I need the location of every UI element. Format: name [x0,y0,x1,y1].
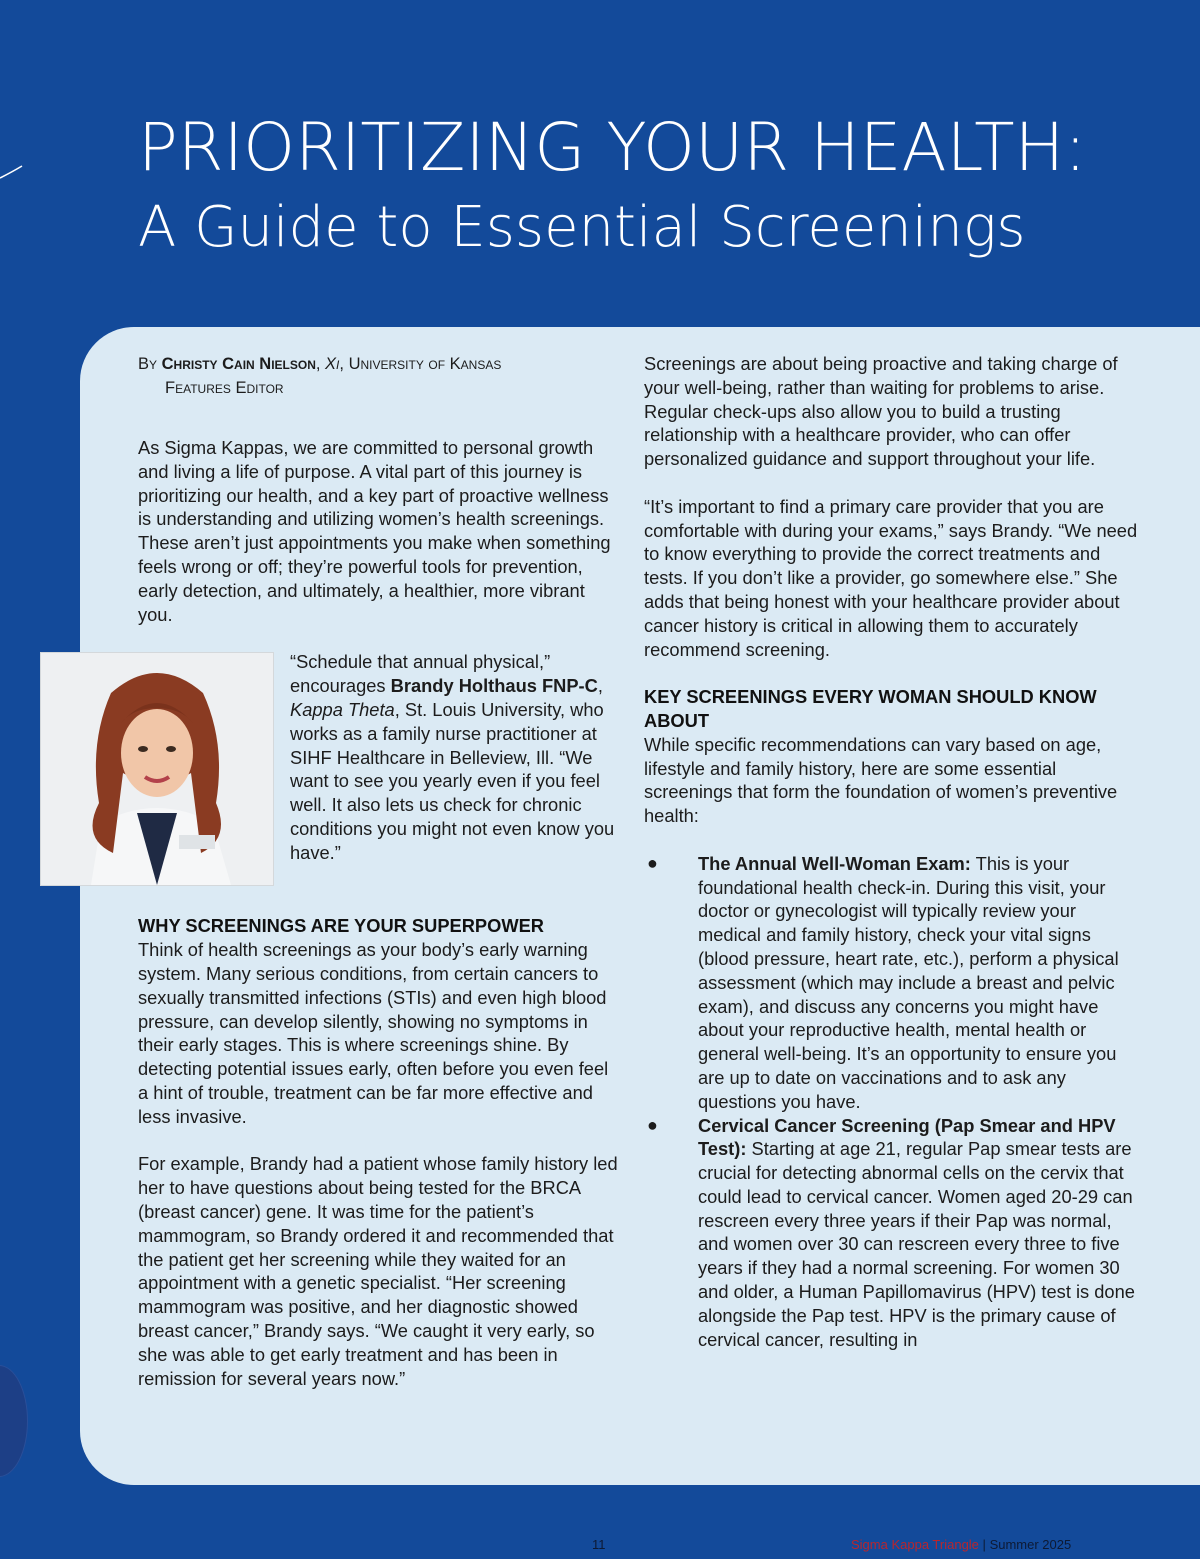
list-item [644,1114,1144,1352]
quote-block [40,650,623,914]
decorative-arc [0,150,30,190]
byline-chapter: Xi [325,355,340,373]
bullet-title: Cervical Cancer Screening (Pap Smear and HPV Test): [698,1114,1116,1160]
byline: By Christy Cain Nielson, Xi, University of Kansas Features Editor [138,352,623,400]
page-number: 11 [592,1537,606,1552]
byline-author: Christy Cain Nielson [161,355,316,373]
right-paragraph-3: While specific recommendations can vary based on age, lifestyle and family history, here are some essential screenings that form the foundation of women’s preventive health: [644,733,1118,827]
page-title: PRIORITIZING YOUR HEALTH: [138,109,1087,186]
section-heading-key: KEY SCREENINGS EVERY WOMAN SHOULD KNOW ABOUT [644,686,1097,731]
title-block [138,108,1087,264]
footer-separator: | [982,1537,986,1552]
bullet-text: This is your foundational health check-in. During this visit, your doctor or gynecologist will typically review your medical and family history, check your vital signs (blood pressure, heart rate, etc.), perform a physical assessment (which may include a breast and pelvic exam), and discuss any concerns you might have about your reproductive health, mental health or general well-being. It’s an opportunity to ensure you are up to date on vaccinations and to ask any questions you have. [698,852,1119,1112]
portrait-photo [40,652,274,886]
quote-rest: St. Louis University, who works as a family nurse practitioner at SIHF Healthcare in Belleview, Ill. “We want to see you yearly even if you feel well. It also lets us check for chronic conditions you might not even know you have.” [290,698,615,863]
byline-by: By [138,355,158,373]
quote-name: Brandy Holthaus FNP-C [390,675,598,697]
list-item [644,852,1144,1114]
bullet-dot-icon: ● [647,852,658,873]
why-paragraph-1: Think of health screenings as your body’s early warning system. Many serious conditions, from certain cancers to sexually transmitted infections (STIs) and even high blood pressure, can develop silently, showing no symptoms in their early stages. This is where screenings shine. By detecting potential issues early, often before you even feel a hint of trouble, treatment can be far more effective and less invasive. [138,939,609,1127]
right-paragraph-2: “It’s important to find a primary care provider that you are comfortable with during your exams,” says Brandy. “We need to know everything to provide the correct treatments and tests. If you don’t like a provider, go somewhere else.” She adds that being honest with your healthcare provider about cancer history is critical in allowing them to accurately recommend screening. [644,495,1138,660]
page-subtitle: A Guide to Essential Screenings [138,195,1026,260]
byline-school: University of Kansas [348,355,502,373]
left-column [138,352,623,1390]
bullet-text: Starting at age 21, regular Pap smear tests are crucial for detecting abnormal cells on the cervix that could lead to cervical cancer. Women aged 20-29 can rescreen every three years if their Pap was normal, and women over 30 can rescreen every three to five years if they had a normal screening. For women 30 and older, a Human Papillomavirus (HPV) test is done alongside the Pap test. HPV is the primary cause of cervical cancer, resulting in [698,1138,1135,1350]
magazine-name: Sigma Kappa Triangle [851,1537,979,1552]
section-heading-why: WHY SCREENINGS ARE YOUR SUPERPOWER [138,915,544,937]
screenings-list [644,852,1144,1352]
quote-open: “Schedule that annual physical,” encourages [290,651,551,697]
intro-paragraph: As Sigma Kappas, we are committed to personal growth and living a life of purpose. A vital part of this journey is prioritizing our health, and a key part of proactive wellness is understanding and utilizing women’s health screenings. These aren’t just appointments you make when something feels wrong or off; they’re powerful tools for prevention, early detection, and ultimately, a healthier, more vibrant you. [138,437,611,625]
bullet-title: The Annual Well-Woman Exam: [698,852,971,874]
why-paragraph-2: For example, Brandy had a patient whose family history led her to have questions about being tested for the BRCA (breast cancer) gene. It was time for the patient’s mammogram, so Brandy ordered it and recommended that the patient get her screening while they waited for an appointment with a genetic specialist. “Her screening mammogram was positive, and her diagnostic showed breast cancer,” Brandy says. “We caught it very early, so she was able to get early treatment and has been in remission for several years now.” [138,1153,618,1389]
bullet-dot-icon: ● [647,1114,658,1135]
portrait-illustration [41,653,273,885]
issue-date: Summer 2025 [989,1537,1072,1552]
byline-role: Features Editor [165,379,284,397]
footer-credit [851,1537,1071,1552]
right-column [644,352,1144,1351]
decorative-circle [0,1365,28,1477]
right-paragraph-1: Screenings are about being proactive and taking charge of your well-being, rather than waiting for problems to arise. Regular check-ups also allow you to build a trusting relationship with a healthcare provider, who can offer personalized guidance and support throughout your life. [644,353,1118,470]
quote-paragraph: “Schedule that annual physical,” encourages Brandy Holthaus FNP-C, Kappa Theta, St. Louis University, who works as a family nurse practitioner at SIHF Healthcare in Belleview, Ill. “We want to see you yearly even if you feel well. It also lets us check for chronic conditions you might not even know you have.” [290,651,615,863]
quote-chapter: Kappa Theta [290,698,395,720]
